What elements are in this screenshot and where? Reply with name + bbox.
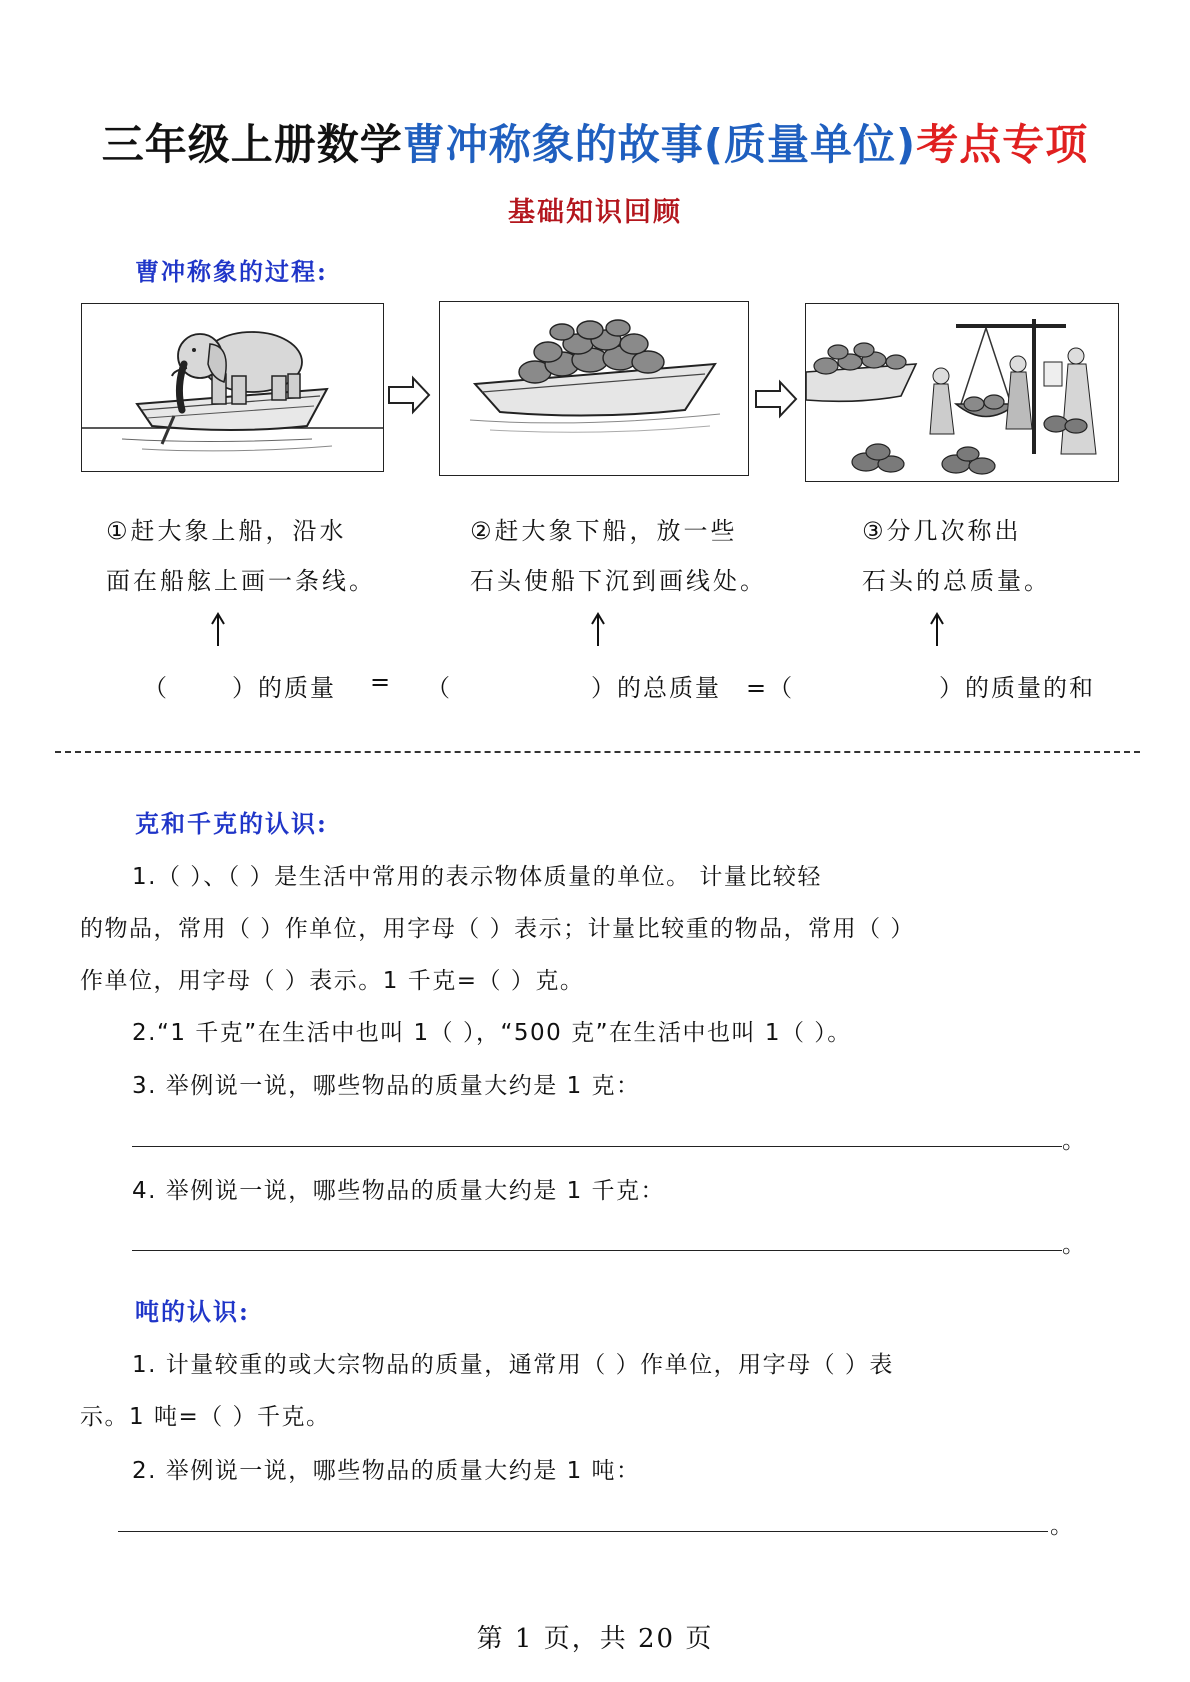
arrow-up-icon — [929, 612, 945, 648]
step-1-caption: ①赶大象上船，沿水 面在船舷上画一条线。 — [106, 517, 376, 595]
answer-line-q4-period: 。 — [1062, 1232, 1085, 1258]
equation-blank-2-open: （ — [426, 674, 452, 702]
tons-q1-line1: 1. 计量较重的或大宗物品的质量，通常用（ ）作单位，用字母（ ）表 — [132, 1352, 894, 1378]
grams-q2: 2.“1 千克”在生活中也叫 1（ ），“500 克”在生活中也叫 1（ ）。 — [132, 1020, 852, 1046]
process-heading: 曹冲称象的过程: — [135, 257, 328, 286]
section-subtitle: 基础知识回顾 — [508, 197, 682, 228]
arrow-right-icon — [387, 375, 431, 415]
grams-heading: 克和千克的认识: — [135, 809, 328, 838]
grams-q1-line3: 作单位，用字母（ ）表示。1 千克=（ ）克。 — [80, 968, 585, 994]
tons-q2: 2. 举例说一说，哪些物品的质量大约是 1 吨： — [132, 1458, 641, 1484]
section-divider — [55, 751, 1140, 753]
elephant-on-boat-illustration — [81, 303, 384, 472]
weighing-stones-illustration — [805, 303, 1119, 482]
grams-q1-line1: 1.（ ）、（ ）是生活中常用的表示物体质量的单位。 计量比较轻 — [132, 864, 822, 890]
page-number-footer: 第 1 页，共 20 页 — [476, 1624, 714, 1654]
equation-blank-1-open: （ — [143, 674, 169, 702]
stones-on-boat-illustration — [439, 301, 749, 476]
answer-line-tons-period: 。 — [1050, 1513, 1073, 1539]
answer-line-q3[interactable] — [132, 1146, 1062, 1147]
grams-q3: 3. 举例说一说，哪些物品的质量大约是 1 克： — [132, 1073, 641, 1099]
equation-blank-1-label: ）的质量 — [232, 674, 336, 702]
arrow-up-icon — [210, 612, 226, 648]
answer-line-q4[interactable] — [132, 1250, 1062, 1251]
answer-line-q3-period: 。 — [1062, 1128, 1085, 1154]
arrow-up-icon — [590, 612, 606, 648]
equation-equals-2: =（ — [746, 674, 795, 702]
grams-q4: 4. 举例说一说，哪些物品的质量大约是 1 千克： — [132, 1178, 666, 1204]
title-part-3: 考点专项 — [916, 120, 1089, 169]
title-part-1: 三年级上册数学 — [101, 120, 403, 169]
grams-q1-line2: 的物品，常用（ ）作单位，用字母（ ）表示；计量比较重的物品，常用（ ） — [80, 916, 915, 942]
title-part-2: 曹冲称象的故事(质量单位) — [402, 120, 917, 169]
step-3-caption: ③分几次称出 石头的总质量。 — [862, 517, 1051, 595]
answer-line-tons-q2[interactable] — [118, 1531, 1048, 1532]
arrow-right-icon — [754, 379, 798, 419]
equation-equals-1: = — [370, 668, 393, 696]
equation-blank-3-label: ）的质量的和 — [939, 674, 1095, 702]
tons-q1-line2: 示。1 吨=（ ）千克。 — [80, 1404, 331, 1430]
equation-blank-2-label: ）的总质量 — [591, 674, 721, 702]
step-2-caption: ②赶大象下船，放一些 石头使船下沉到画线处。 — [470, 517, 767, 595]
tons-heading: 吨的认识: — [135, 1297, 250, 1326]
page-title — [0, 112, 1190, 172]
